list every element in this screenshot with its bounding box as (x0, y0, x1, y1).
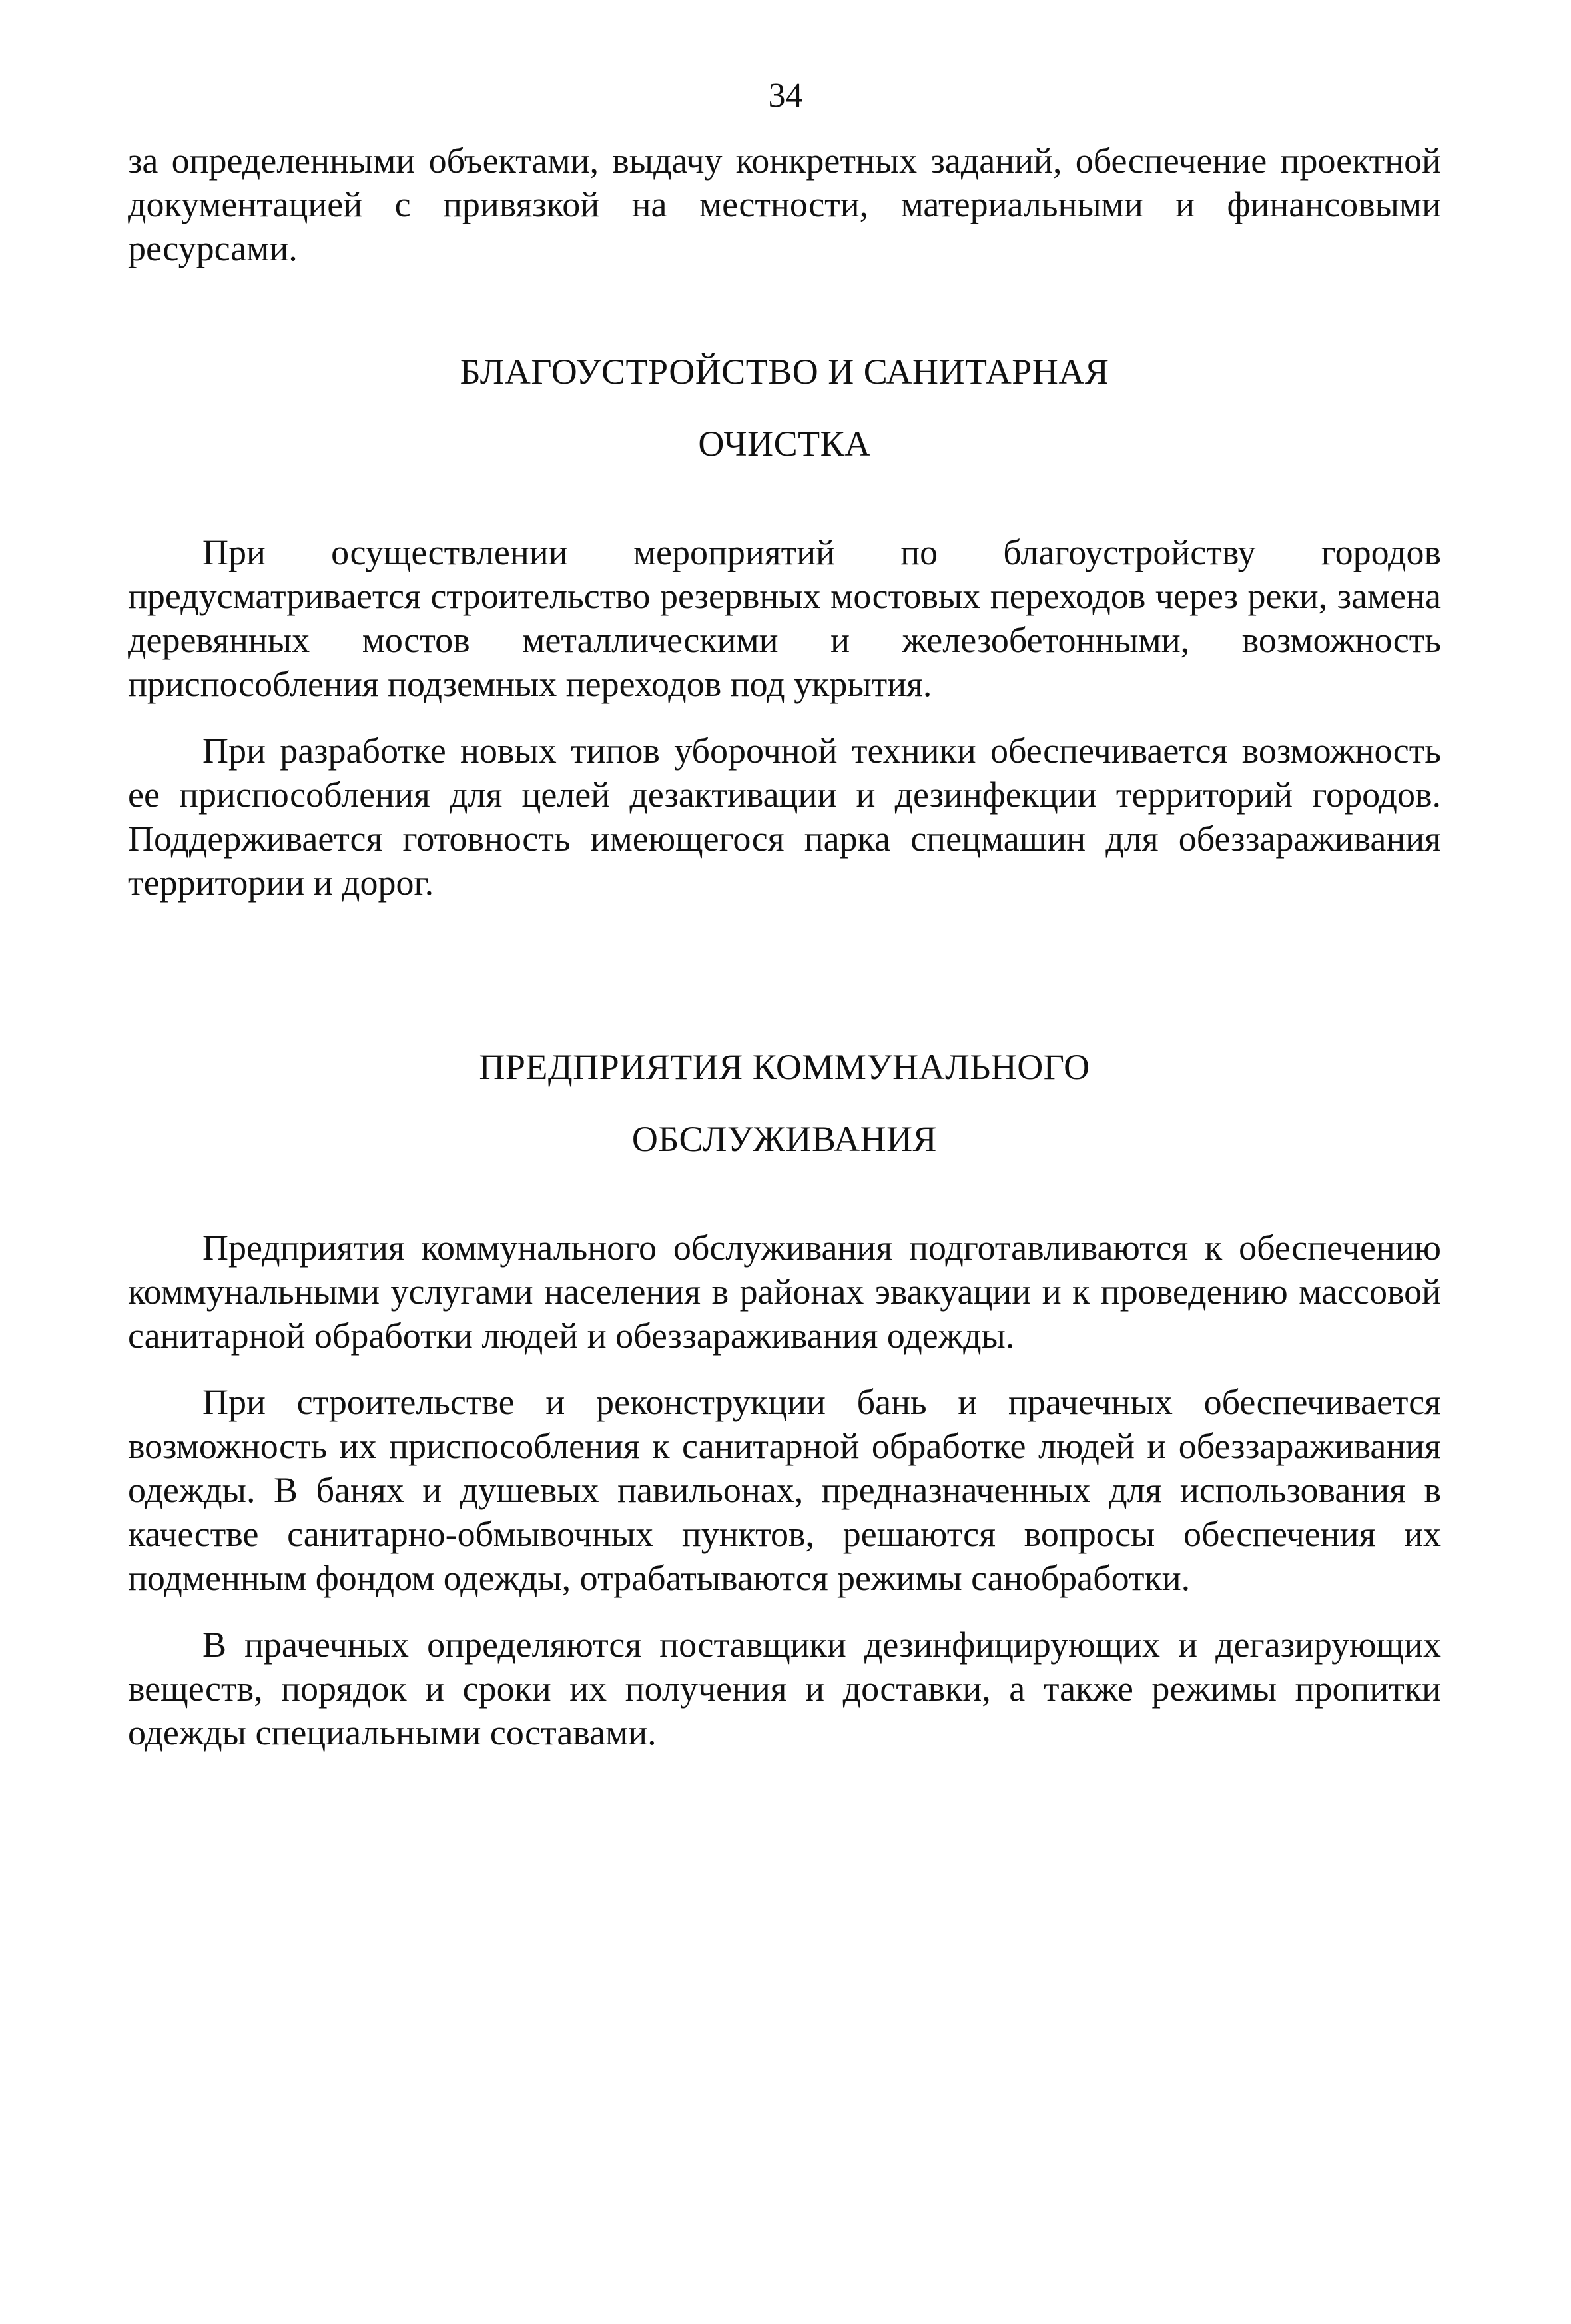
intro-text-block (128, 139, 1441, 270)
paragraph: При осуществлении мероприятий по благоустройству городов предусматривается строительство резервных мостовых переходов через реки, замена деревянных мостов металлическими и железобетонными, возможность приспособления подземных переходов под укрытия. (128, 532, 1441, 704)
heading-line: БЛАГОУСТРОЙСТВО И САНИТАРНАЯ (460, 352, 1109, 392)
paragraph: При разработке новых типов уборочной техники обеспечивается возможность ее приспособления для целей дезактивации и дезинфекции территорий городов. Поддерживается готовность имеющегося парка спецмашин для обеззараживания территории и дорог. (128, 731, 1441, 903)
section1-text-block (128, 530, 1441, 905)
page-number: 34 (768, 77, 803, 115)
heading-line: ПРЕДПРИЯТИЯ КОММУНАЛЬНОГО (479, 1047, 1090, 1087)
intro-paragraph: за определенными объектами, выдачу конкретных заданий, обеспечение проектной документацией с привязкой на местности, материальными и финансовыми ресурсами. (128, 141, 1441, 268)
paragraph: В прачечных определяются поставщики дезинфицирующих и дегазирующих веществ, порядок и сроки их получения и доставки, а также режимы пропитки одежды специальными составами. (128, 1625, 1441, 1752)
section-heading-landscaping (128, 336, 1441, 480)
paragraph: Предприятия коммунального обслуживания подготавливаются к обеспечению коммунальными услугами населения в районах эвакуации и к проведению массовой санитарной обработки людей и обеззараживания одежды. (128, 1228, 1441, 1356)
paragraph: При строительстве и реконструкции бань и прачечных обеспечивается возможность их приспособления к санитарной обработке людей и обеззараживания одежды. В банях и душевых павильонах, предназначенных для использования в качестве санитарно-обмывочных пунктов, решаются вопросы обеспечения их подменным фондом одежды, отрабатываются режимы санобработки. (128, 1382, 1441, 1598)
section2-text-block (128, 1226, 1441, 1754)
section-heading-communal-services (128, 1031, 1441, 1175)
heading-line: ОБСЛУЖИВАНИЯ (631, 1119, 938, 1159)
heading-line: ОЧИСТКА (698, 424, 871, 464)
